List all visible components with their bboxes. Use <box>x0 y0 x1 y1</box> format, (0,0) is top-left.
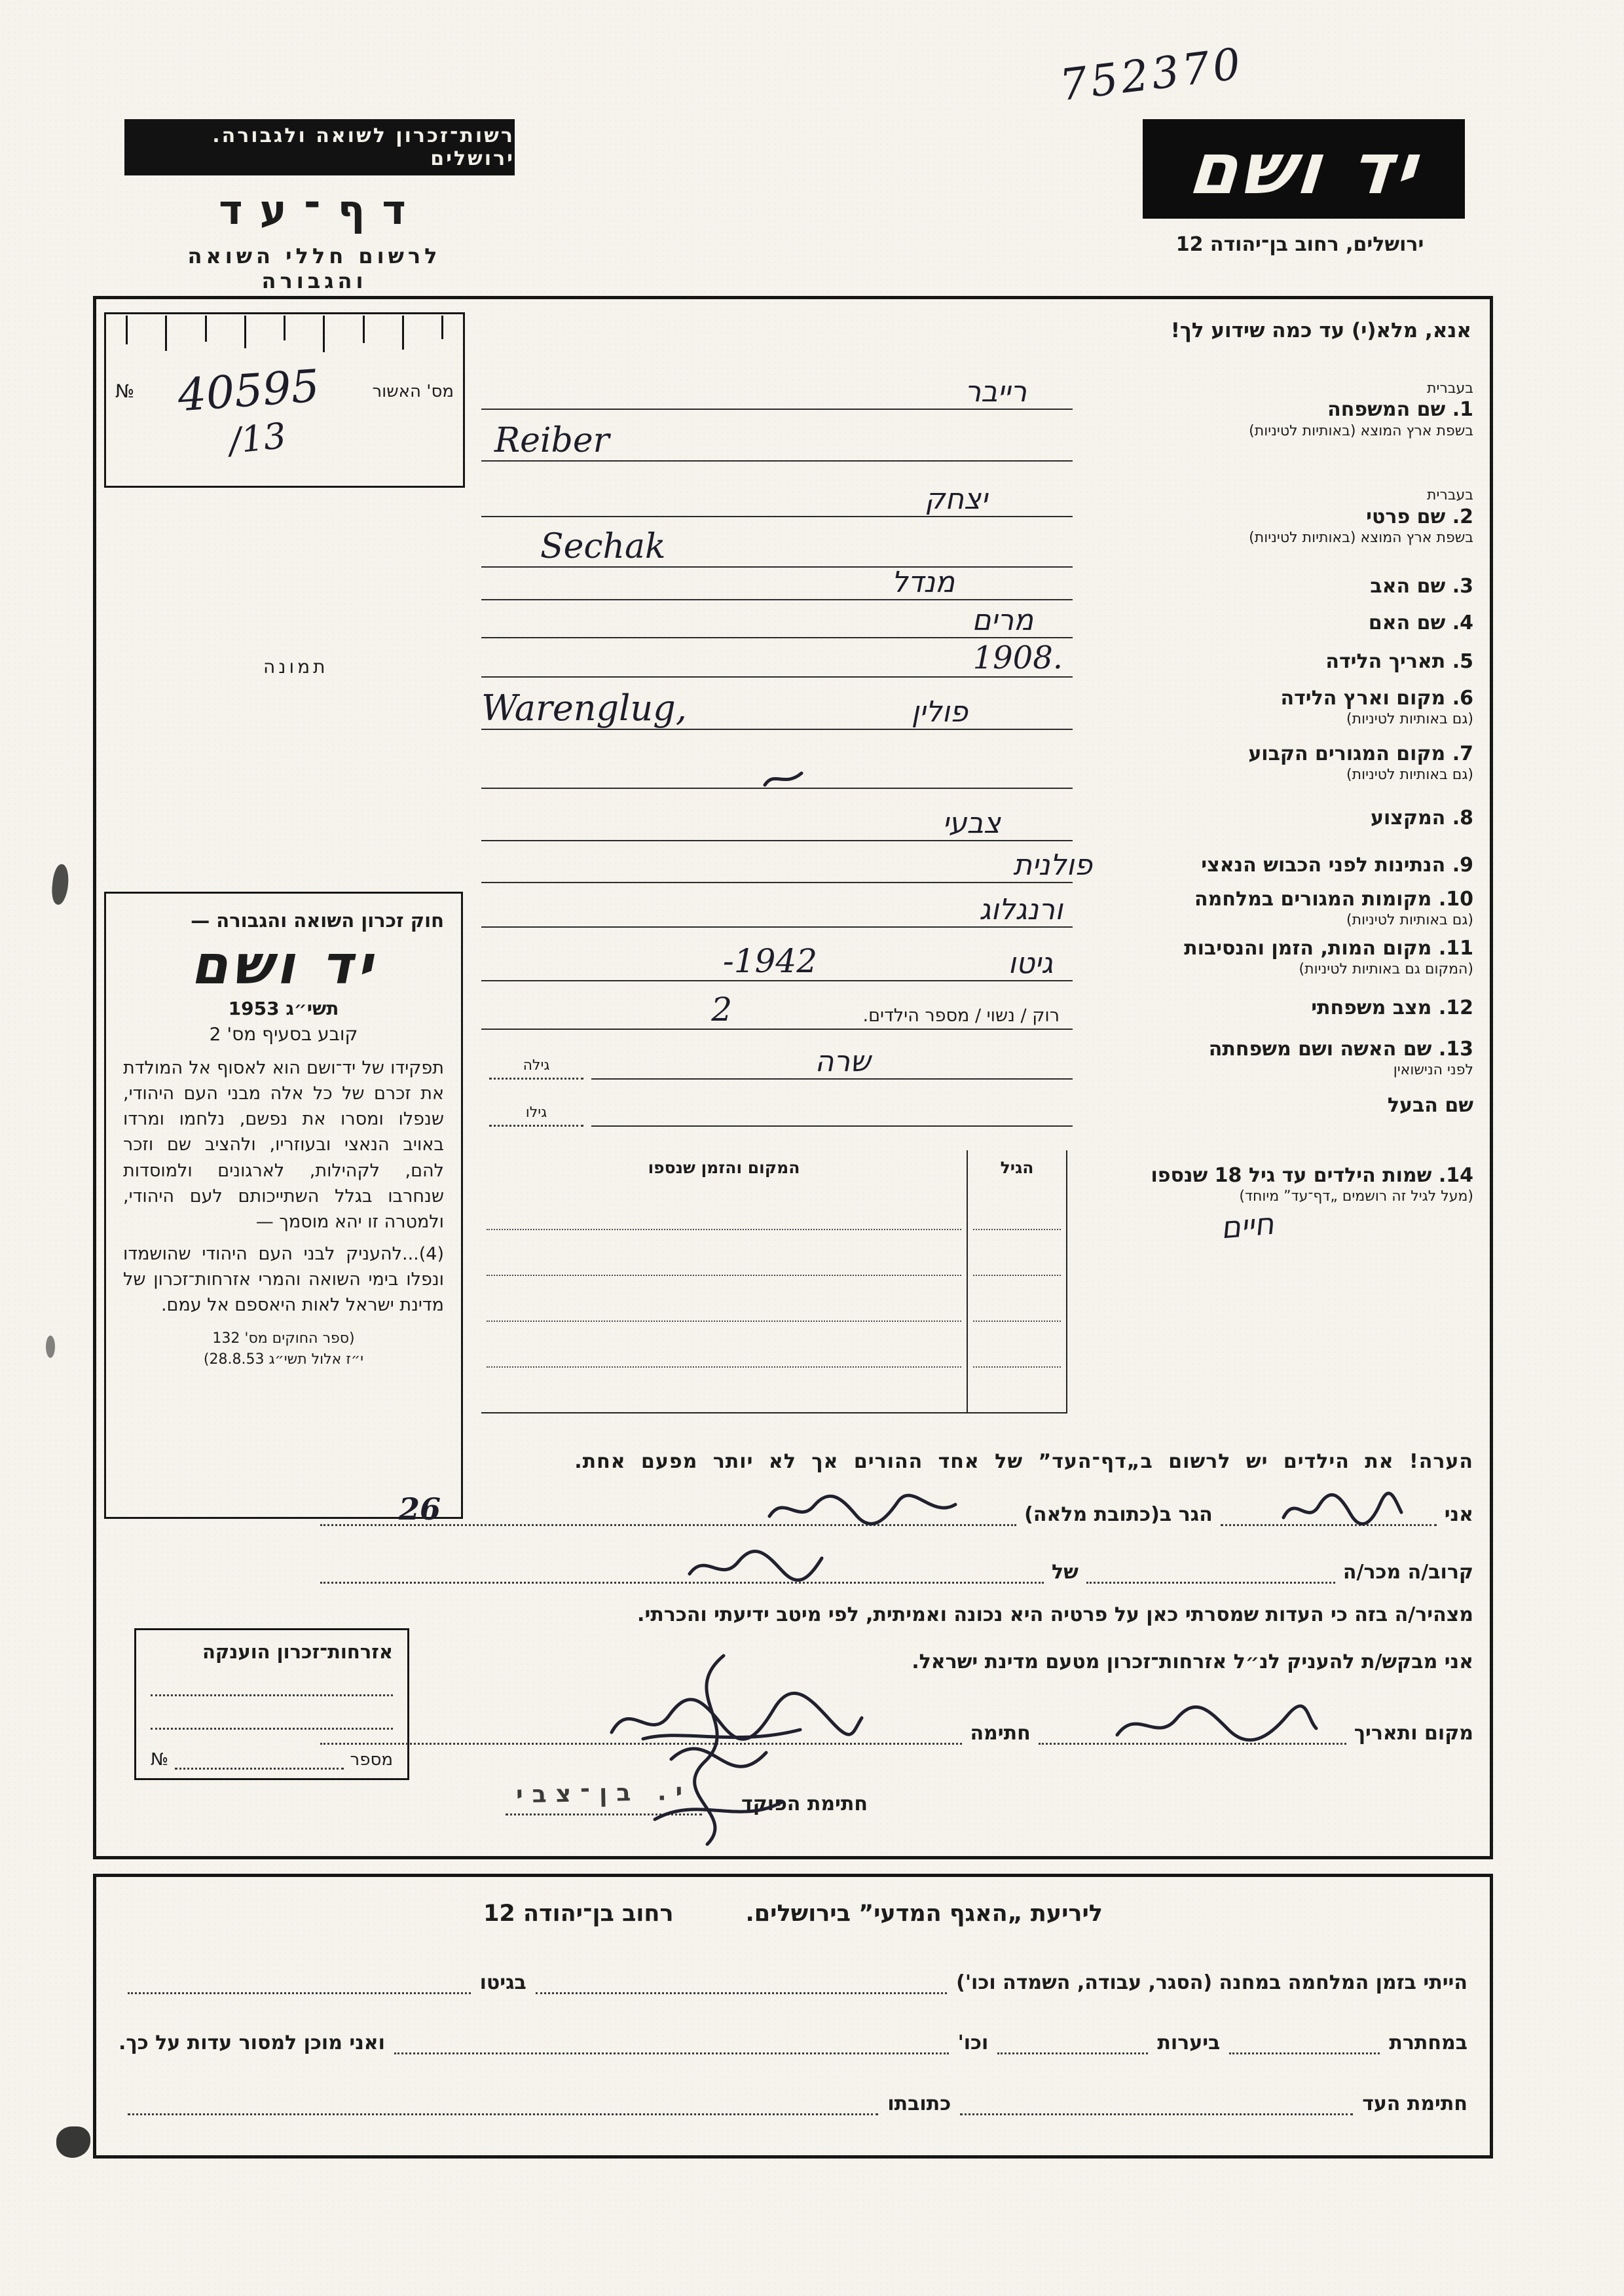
law-reference: (ספר החוקים מס' 132 י״ז אלול תשי״ג 28.8.53) <box>203 1330 364 1368</box>
witness-signature-label: חתימת העד <box>1362 2092 1467 2115</box>
war-residence-hw: ורנגלוג <box>979 893 1063 926</box>
approval-number-label: מס' האשור <box>372 381 454 401</box>
tick-mark <box>205 316 207 342</box>
field-9-line[interactable] <box>481 848 1092 883</box>
field-11-death-place <box>481 933 1473 981</box>
field-9-number: 9. <box>1452 854 1473 877</box>
clerk-stamp: י. בן־צבי <box>515 1778 692 1809</box>
field-11-sublabel: (המקום גם באותיות לטיניות) <box>1299 961 1473 977</box>
memorial-box-title: אזרחות־זכרון הוענקה <box>202 1641 393 1663</box>
husband-age-cell <box>481 1085 591 1127</box>
field-10-sublabel: (גם באותיות לטיניות) <box>1346 912 1473 928</box>
scientific-branch-box <box>93 1874 1493 2159</box>
field-12-label: מצב משפחתי <box>1311 996 1432 1020</box>
numero-sign: № <box>115 380 135 402</box>
camp-row <box>119 1969 1467 1994</box>
underground-row <box>119 2029 1467 2054</box>
main-form <box>93 296 1493 1859</box>
field-10-war-residence <box>481 888 1473 928</box>
wife-age-line[interactable] <box>489 1074 583 1080</box>
camp-line[interactable] <box>536 1969 947 1994</box>
serial-number-handwritten <box>1006 38 1247 117</box>
scan-smudge <box>46 1336 55 1358</box>
husband-age-line[interactable] <box>489 1121 583 1127</box>
field-1-latin-line[interactable] <box>481 410 1073 462</box>
note-line: הערה! את הילדים יש לרשום ב„דף־העד” של אחד ההורים אך לא יותר מפעם אחת. <box>574 1450 1473 1473</box>
field-11-label: מקום המות, הזמן והנסיבות <box>1184 936 1432 960</box>
field-7-sublabel: (גם באותיות לטיניות) <box>1346 767 1473 783</box>
place-date-label: מקום ותאריך <box>1354 1722 1473 1745</box>
field-3-line[interactable] <box>481 566 1073 600</box>
death-place-hw: גיטו <box>1008 947 1053 980</box>
tick-mark <box>402 316 404 350</box>
father-name-hw: מנדל <box>891 566 955 599</box>
field-3-label: שם האב <box>1370 575 1446 598</box>
declaration-statement: מצהיר/ה בזה כי העדות שמסרתי כאן על פרטיה היא נכונה ואמיתית, לפי מיטב ידיעתי והכרתי. <box>637 1603 1473 1626</box>
relative-of-hw-scrawl <box>683 1545 827 1587</box>
field-4-number: 4. <box>1452 611 1473 635</box>
field-1-label: שם המשפחה <box>1327 398 1446 422</box>
field-8-line[interactable] <box>481 795 1073 841</box>
signature-row <box>312 1705 1473 1745</box>
children-table-cell[interactable] <box>973 1184 1061 1230</box>
field-4-mother-name <box>481 604 1473 638</box>
approval-number-fraction: /13 <box>227 414 289 462</box>
field-2-latin-label: בשפת ארץ המוצא (באותיות לטיניות) <box>1249 530 1473 547</box>
tick-mark <box>126 316 128 344</box>
children-names-hw: חיים <box>1219 1205 1276 1246</box>
field-7-permanent-residence <box>481 737 1473 789</box>
memorial-number-line[interactable] <box>175 1745 344 1770</box>
citizenship-hw: פולנית <box>1013 848 1092 882</box>
field-2-latin-line[interactable] <box>481 517 1073 568</box>
yad-vashem-logo <box>1143 119 1465 219</box>
field-13-wife-name <box>481 1036 1473 1080</box>
approval-number-value: 40595 <box>176 360 322 422</box>
forests-line[interactable] <box>997 2029 1148 2054</box>
children-age-column <box>967 1150 1066 1412</box>
forests-label: ביערות <box>1157 2032 1221 2054</box>
wife-age-cell <box>481 1036 591 1080</box>
children-table <box>481 1150 1067 1413</box>
memorial-numero-sign: № <box>151 1750 169 1770</box>
age-column-header: הגיל <box>1000 1157 1034 1177</box>
camp-label: הייתי בזמן המלחמה במחנה (הסגר, עבודה, השמדה וכו') <box>956 1971 1467 1994</box>
marital-options: רוק / נשוי / מספר הילדים. <box>862 1006 1060 1026</box>
resides-label: הגר ב(כתובת מלאה) <box>1024 1503 1213 1526</box>
law-yad-vashem-logo: יד ושם <box>191 934 377 996</box>
authority-banner: רשות־זכרון לשואה ולגבורה. ירושלים <box>124 119 515 175</box>
tally-marks <box>126 316 443 355</box>
field-12-line[interactable] <box>481 987 1073 1030</box>
law-body: תפקידו של יד־ושם הוא לאסוף אל המולדת את זכרם של כל אלה מבני העם היהודי, שנפלו ומסרו את נפשם, נלחמו ומרדו באויב הנאצי ובעוזריו, ולהציב שם וזכר להם, לקהילות, לארגונים ולמוסדות שנחרבו בגלל השתייכותם לעם היהודי, ולמטרה זו יהא מוסמך — <box>123 1058 444 1232</box>
i-label: אני <box>1444 1503 1473 1526</box>
tick-mark <box>363 316 365 343</box>
field-7-number: 7. <box>1452 742 1473 765</box>
ghetto-label: בגיטו <box>479 1971 526 1994</box>
children-table-cell[interactable] <box>487 1230 961 1276</box>
field-10-line[interactable] <box>481 888 1073 928</box>
death-year-hw: -1942 <box>722 942 817 980</box>
wife-name-hw: שרה <box>815 1045 871 1078</box>
form-title: דף־עד <box>219 186 423 234</box>
signature-label: חתימה <box>970 1722 1031 1745</box>
children-table-cell[interactable] <box>487 1184 961 1230</box>
scan-smudge <box>50 864 70 905</box>
field-5-line[interactable] <box>481 640 1073 678</box>
field-5-number: 5. <box>1452 650 1473 674</box>
field-7-label: מקום המגורים הקבוע <box>1248 742 1446 765</box>
field-13-label: שם האשה ושם משפחתה <box>1208 1037 1432 1061</box>
family-name-hebrew-hw: רייבר <box>965 375 1027 409</box>
relative-label: קרוב/ה מכר/ה <box>1342 1561 1473 1584</box>
underground-label: במחתרת <box>1389 2032 1467 2054</box>
field-6-birth-place <box>481 684 1473 730</box>
field-9-label: הנתינות לפני הכבוש הנאצי <box>1201 854 1446 877</box>
law-title: חוק זכרון השואה והגבורה — <box>191 909 444 932</box>
first-name-latin-hw: Sechak <box>540 527 666 566</box>
citizenship-request: אני מבקש/ת להעניק לנ״ל אזרחות־זכרון מטעם מדינת ישראל. <box>912 1650 1473 1673</box>
children-table-cell[interactable] <box>487 1276 961 1322</box>
field-1-hebrew-line[interactable] <box>481 358 1073 410</box>
husband-line[interactable] <box>591 1085 1073 1127</box>
tick-mark <box>323 316 325 352</box>
witness-address-line[interactable] <box>320 1491 1016 1527</box>
witness-name-signature <box>1280 1489 1404 1528</box>
birth-date-hw: 1908. <box>972 640 1063 676</box>
relative-type-line[interactable] <box>1086 1556 1335 1584</box>
husband-age-label: גילו <box>525 1104 547 1121</box>
family-name-latin-hw: Reiber <box>494 421 610 460</box>
photo-placeholder-label: תמונה <box>263 656 329 678</box>
birth-place-latin-hw: Warenglug, <box>481 687 687 729</box>
children-table-cell[interactable] <box>973 1368 1061 1412</box>
field-2-hebrew-label: בעברית <box>1426 487 1473 504</box>
field-3-father-name <box>481 566 1473 600</box>
etc-label: וכו' <box>957 2032 989 2054</box>
children-count-hw: 2 <box>711 991 732 1029</box>
field-8-number: 8. <box>1452 807 1473 830</box>
field-1-family-name <box>481 358 1473 462</box>
field-6-label: מקום וארץ הלידה <box>1280 686 1446 710</box>
hq-address: ירושלים, רחוב בן־יהודה 12 <box>1175 233 1424 256</box>
witness-address-line-bottom[interactable] <box>128 2090 878 2115</box>
field-8-profession <box>481 795 1473 841</box>
tick-mark <box>441 316 443 339</box>
ghetto-line[interactable] <box>128 1969 471 1994</box>
children-table-cell[interactable] <box>487 1368 961 1412</box>
place-date-line[interactable] <box>1039 1717 1346 1745</box>
field-1-number: 1. <box>1452 398 1473 422</box>
field-7-line[interactable] <box>481 737 1073 789</box>
field-9-citizenship <box>481 848 1473 883</box>
fill-in-instruction: אנא, מלא(י) עד כמה שידוע לך! <box>1170 319 1471 342</box>
small-pen-mark <box>761 767 807 790</box>
husband-label: שם הבעל <box>1387 1094 1473 1118</box>
memorial-writein-line[interactable] <box>151 1663 393 1696</box>
field-13-line[interactable] <box>591 1036 1073 1080</box>
field-5-label: תאריך הלידה <box>1325 650 1446 674</box>
of-label: של <box>1052 1561 1079 1584</box>
field-14-sublabel: (מעל לגיל זה רושמים „דף־עד” מיוחד) <box>1239 1188 1473 1205</box>
field-2-label: שם פרטי <box>1366 505 1446 528</box>
first-name-hebrew-hw: יצחק <box>925 482 987 516</box>
law-year: תשי״ג 1953 <box>228 998 339 1019</box>
yad-vashem-logo-text: יד ושם <box>1185 128 1423 210</box>
field-5-birth-date <box>481 640 1473 678</box>
children-table-cell[interactable] <box>973 1322 1061 1368</box>
tick-mark <box>165 316 167 351</box>
law-body-continued: (4)...להעניק לבני העם היהודי שהושמדו ונפלו בימי השואה והמרי אזרחות־זכרון של מדינת ישראל לאות היאספם אל עמם. <box>123 1243 444 1316</box>
children-table-cell[interactable] <box>973 1230 1061 1276</box>
scan-smudge <box>56 2126 90 2158</box>
witness-name-line[interactable] <box>1221 1498 1437 1526</box>
underground-line[interactable] <box>1229 2029 1380 2054</box>
relative-row <box>312 1551 1473 1584</box>
place-column-header: המקום והזמן שנספו <box>648 1157 800 1177</box>
form-subtitle: לרשום חללי השואה והגבורה <box>187 244 441 293</box>
law-clause: קובע בסעיף מס' 2 <box>209 1023 358 1045</box>
clerk-signature-label: חתימת הפוקד <box>741 1793 868 1815</box>
field-10-label: מקומות המגורים במלחמה <box>1194 887 1432 911</box>
children-place-column <box>481 1150 967 1412</box>
witness-address-number-hw: 26 <box>399 1491 441 1527</box>
witness-signature-line[interactable] <box>960 2090 1353 2115</box>
ready-to-testify: ואני מוכן למסור עדות על כך. <box>119 2032 385 2054</box>
field-11-line[interactable] <box>481 933 1073 981</box>
field-10-number: 10. <box>1438 887 1473 911</box>
field-2-hebrew-line[interactable] <box>481 466 1073 517</box>
witness-address-label: כתובתו <box>887 2092 951 2115</box>
field-6-sublabel: (גם באותיות לטיניות) <box>1346 711 1473 727</box>
children-table-cell[interactable] <box>973 1276 1061 1322</box>
etc-line[interactable] <box>394 2029 949 2054</box>
children-table-cell[interactable] <box>487 1322 961 1368</box>
field-husband-name <box>481 1085 1473 1127</box>
witness-identity-row <box>312 1492 1473 1526</box>
field-1-latin-label: בשפת ארץ המוצא (באותיות לטיניות) <box>1249 422 1473 439</box>
serial-number-value: 752370 <box>1057 38 1247 111</box>
field-13-sublabel: לפני הנישואין <box>1393 1062 1473 1078</box>
memorial-citizenship-box <box>134 1628 409 1780</box>
field-11-number: 11. <box>1438 936 1473 960</box>
witness-signature-row <box>119 2090 1467 2115</box>
mother-name-hw: מרים <box>972 604 1033 637</box>
field-14-label: שמות הילדים עד גיל 18 שנספו <box>1151 1163 1432 1187</box>
place-date-hw-scrawl <box>1111 1700 1320 1749</box>
tick-mark <box>284 316 286 340</box>
field-12-marital-status <box>481 987 1473 1030</box>
profession-hw: צבעי <box>942 807 1001 840</box>
field-6-number: 6. <box>1452 686 1473 710</box>
field-3-number: 3. <box>1452 575 1473 598</box>
field-13-number: 13. <box>1438 1037 1473 1061</box>
relative-of-line[interactable] <box>320 1556 1044 1584</box>
law-box <box>104 892 463 1519</box>
birth-place-hebrew-hw: פולין <box>911 695 968 729</box>
field-2-first-name <box>481 466 1473 568</box>
field-4-line[interactable] <box>481 604 1073 638</box>
memorial-number-label: מספר <box>350 1750 393 1770</box>
branch-address: רחוב בן־יהודה 12 <box>483 1901 674 1927</box>
large-ink-scrawl <box>625 1648 809 1851</box>
tick-mark <box>244 316 246 348</box>
field-14-number: 14. <box>1438 1163 1473 1187</box>
field-1-hebrew-label: בעברית <box>1426 380 1473 397</box>
approval-box <box>104 312 465 488</box>
witness-address-hw-scrawl <box>764 1490 961 1528</box>
wife-age-label: גילה <box>523 1057 550 1074</box>
field-2-number: 2. <box>1452 505 1473 528</box>
branch-title: ליריעת „האגף המדעי” בירושלים. <box>745 1901 1103 1927</box>
field-8-label: המקצוע <box>1370 807 1446 830</box>
field-12-number: 12. <box>1438 996 1473 1020</box>
field-6-line[interactable] <box>481 684 1073 730</box>
field-4-label: שם האם <box>1368 611 1446 635</box>
